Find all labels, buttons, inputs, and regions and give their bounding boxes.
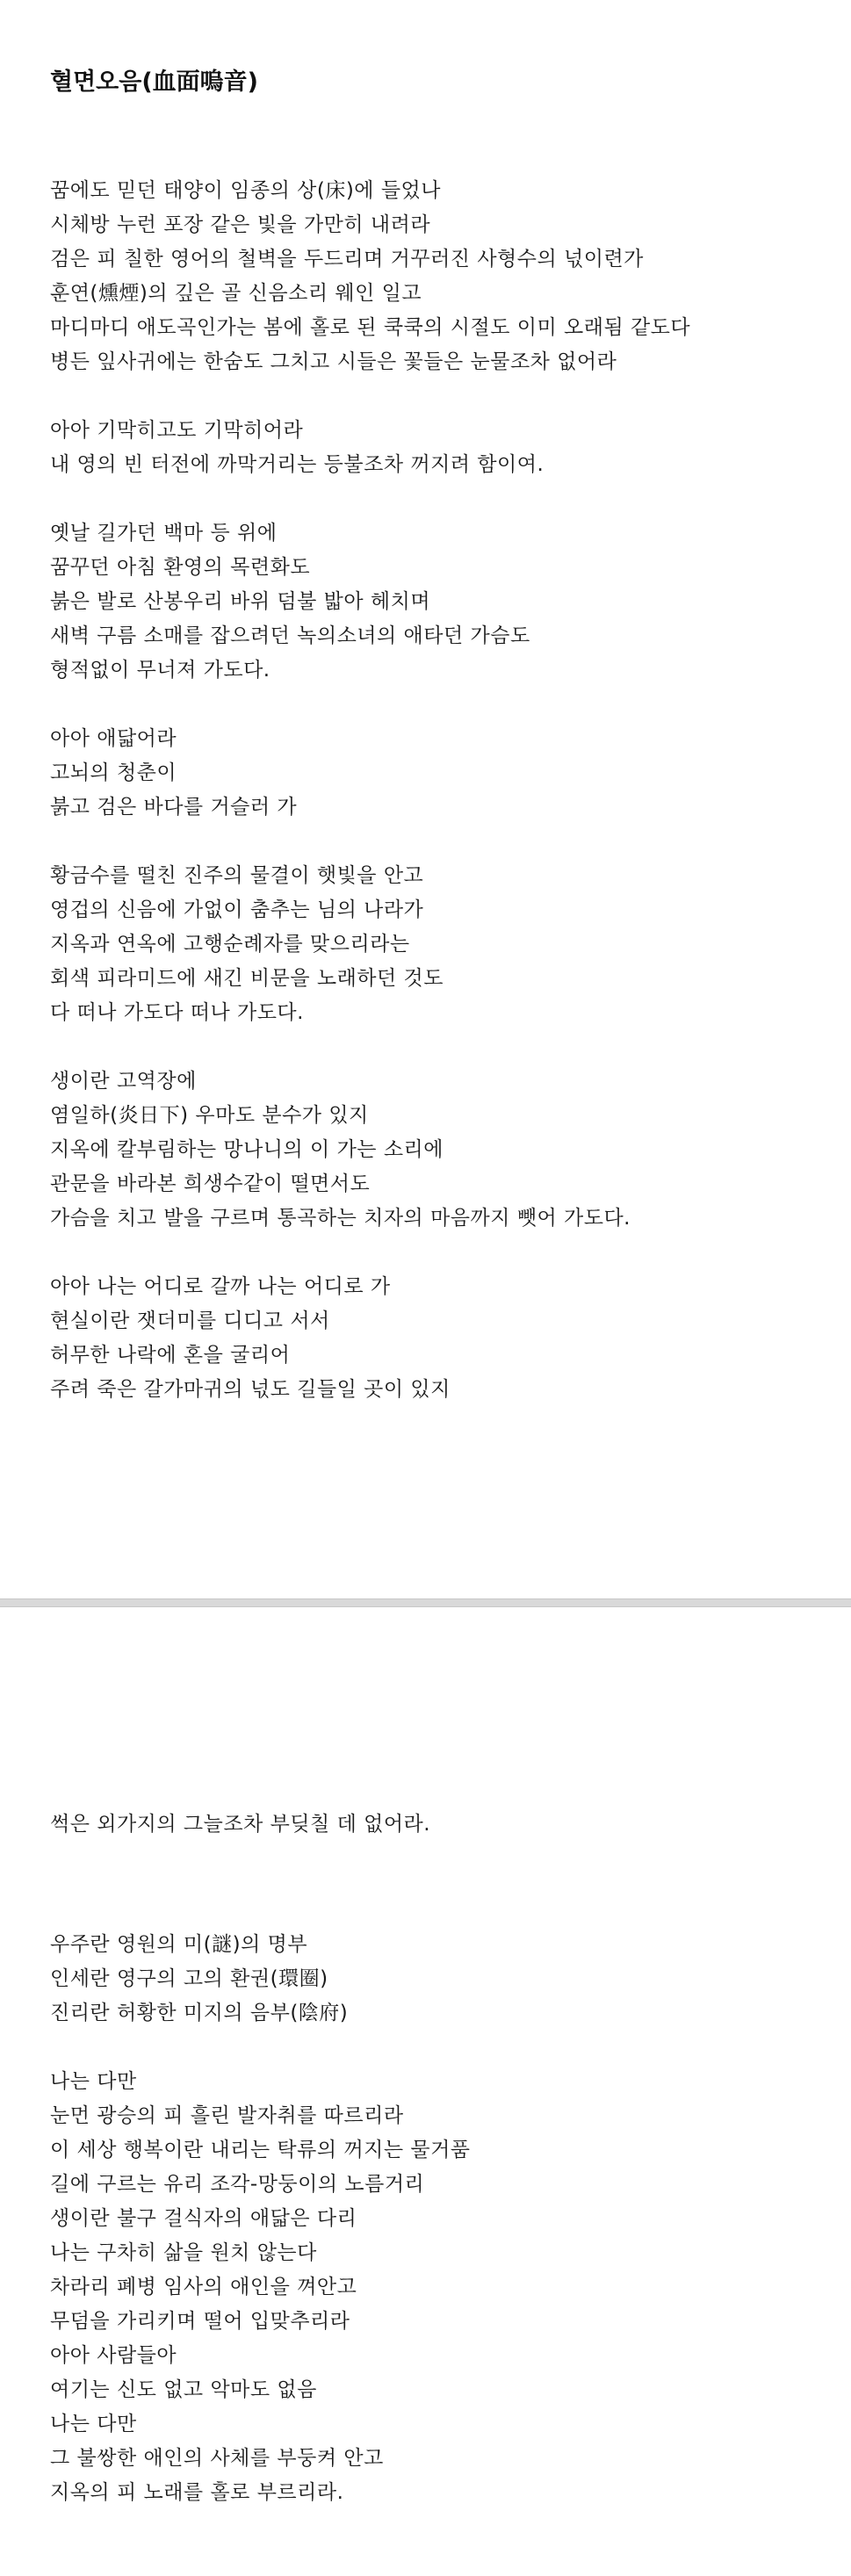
poem-line: 차라리 폐병 임사의 애인을 껴안고: [50, 2276, 357, 2298]
stanza: [50, 1270, 816, 1407]
poem-line: 회색 피라미드에 새긴 비문을 노래하던 것도: [50, 967, 444, 990]
poem-line: 인세란 영구의 고의 환권(環圈): [50, 1967, 328, 1990]
poem-body-page-1: [50, 174, 816, 1441]
poem-line: 길에 구르는 유리 조각-망둥이의 노름거리: [50, 2173, 425, 2196]
stanza: [50, 1064, 816, 1236]
poem-line: 현실이란 잿더미를 디디고 서서: [50, 1310, 330, 1332]
poem-line: 옛날 길가던 백마 등 위에: [50, 522, 278, 545]
poem-line: 우주란 영원의 미(謎)의 명부: [50, 1933, 308, 1956]
stanza: [50, 174, 816, 379]
poem-line: 지옥의 피 노래를 홀로 부르리라.: [50, 2481, 344, 2504]
poem-line: 허무한 나락에 혼을 굴리어: [50, 1344, 291, 1367]
poem-line: 마디마디 애도곡인가는 봄에 홀로 된 쿡쿡의 시절도 이미 오래됨 같도다: [50, 316, 691, 339]
stanza: [50, 516, 816, 688]
poem-line: 이 세상 행복이란 내리는 탁류의 꺼지는 물거품: [50, 2139, 471, 2161]
stanza: [50, 859, 816, 1030]
stanza: [50, 1876, 816, 1894]
poem-line: 꿈에도 믿던 태양이 임종의 상(床)에 들었나: [50, 179, 441, 202]
stanza: [50, 722, 816, 825]
poem-line: 새벽 구름 소매를 잡으려던 녹의소녀의 애타던 가슴도: [50, 624, 530, 647]
poem-line: 나는 다만: [50, 2070, 137, 2093]
poem-line: 병든 잎사귀에는 한숨도 그치고 시들은 꽃들은 눈물조차 없어라: [50, 350, 617, 373]
poem-line: 생이란 고역장에: [50, 1070, 197, 1093]
poem-line: 황금수를 떨친 진주의 물결이 햇빛을 안고: [50, 864, 424, 887]
poem-line: 썩은 외가지의 그늘조차 부딪칠 데 없어라.: [50, 1813, 431, 1836]
stanza: [50, 1808, 816, 1842]
poem-line: 염일하(炎日下) 우마도 분수가 있지: [50, 1104, 369, 1127]
stanza: [50, 1928, 816, 2031]
poem-line: 눈먼 광승의 피 흘린 발자취를 따르리라: [50, 2104, 404, 2127]
poem-body-page-2: [50, 1808, 816, 2544]
poem-line: 나는 다만: [50, 2413, 137, 2435]
poem-line: 형적없이 무너져 가도다.: [50, 659, 270, 682]
poem-line: 고뇌의 청춘이: [50, 761, 177, 784]
poem-line: 나는 구차히 삶을 원치 않는다: [50, 2241, 317, 2264]
poem-line: 붉고 검은 바다를 거슬러 가: [50, 796, 298, 819]
poem-line: 가슴을 치고 발을 구르며 통곡하는 치자의 마음까지 뺏어 가도다.: [50, 1207, 631, 1230]
poem-line: 꿈꾸던 아침 환영의 목련화도: [50, 556, 311, 579]
stanza: [50, 414, 816, 482]
poem-line: 다 떠나 가도다 떠나 가도다.: [50, 1001, 304, 1024]
poem-line: 시체방 누런 포장 같은 빛을 가만히 내려라: [50, 213, 431, 236]
poem-line: 무덤을 가리키며 떨어 입맞추리라: [50, 2310, 350, 2333]
poem-line: 아아 사람들아: [50, 2344, 177, 2367]
poem-line: 진리란 허황한 미지의 음부(陰府): [50, 2002, 349, 2024]
poem-line: 주려 죽은 갈가마귀의 넋도 길들일 곳이 있지: [50, 1378, 451, 1401]
poem-line: 그 불쌍한 애인의 사체를 부둥켜 안고: [50, 2447, 384, 2470]
document-page-2: [0, 1607, 851, 2576]
stanza: [50, 2065, 816, 2510]
poem-line: 아아 기막히고도 기막히어라: [50, 419, 304, 442]
poem-line: 내 영의 빈 터전에 까막거리는 등불조차 꺼지려 함이여.: [50, 453, 544, 476]
poem-line: 지옥에 칼부림하는 망나니의 이 가는 소리에: [50, 1138, 444, 1161]
poem-line: 붉은 발로 산봉우리 바위 덤불 밟아 헤치며: [50, 590, 431, 613]
poem-line: 아아 나는 어디로 갈까 나는 어디로 가: [50, 1275, 391, 1298]
poem-line: 검은 피 칠한 영어의 철벽을 두드리며 거꾸러진 사형수의 넋이련가: [50, 248, 644, 271]
poem-title: 혈면오음(血面嗚音): [50, 69, 259, 96]
poem-line: 영겁의 신음에 가없이 춤추는 님의 나라가: [50, 898, 424, 921]
poem-line: 훈연(燻煙)의 깊은 골 신음소리 웨인 일고: [50, 282, 422, 305]
poem-line: 여기는 신도 없고 악마도 없음: [50, 2378, 317, 2401]
poem-line: 아아 애닯어라: [50, 727, 177, 750]
page-separator: [0, 1598, 851, 1607]
poem-line: 생이란 불구 걸식자의 애닯은 다리: [50, 2207, 357, 2230]
poem-line: 지옥과 연옥에 고행순례자를 맞으리라는: [50, 933, 410, 956]
poem-line: 관문을 바라본 희생수같이 떨면서도: [50, 1173, 371, 1195]
